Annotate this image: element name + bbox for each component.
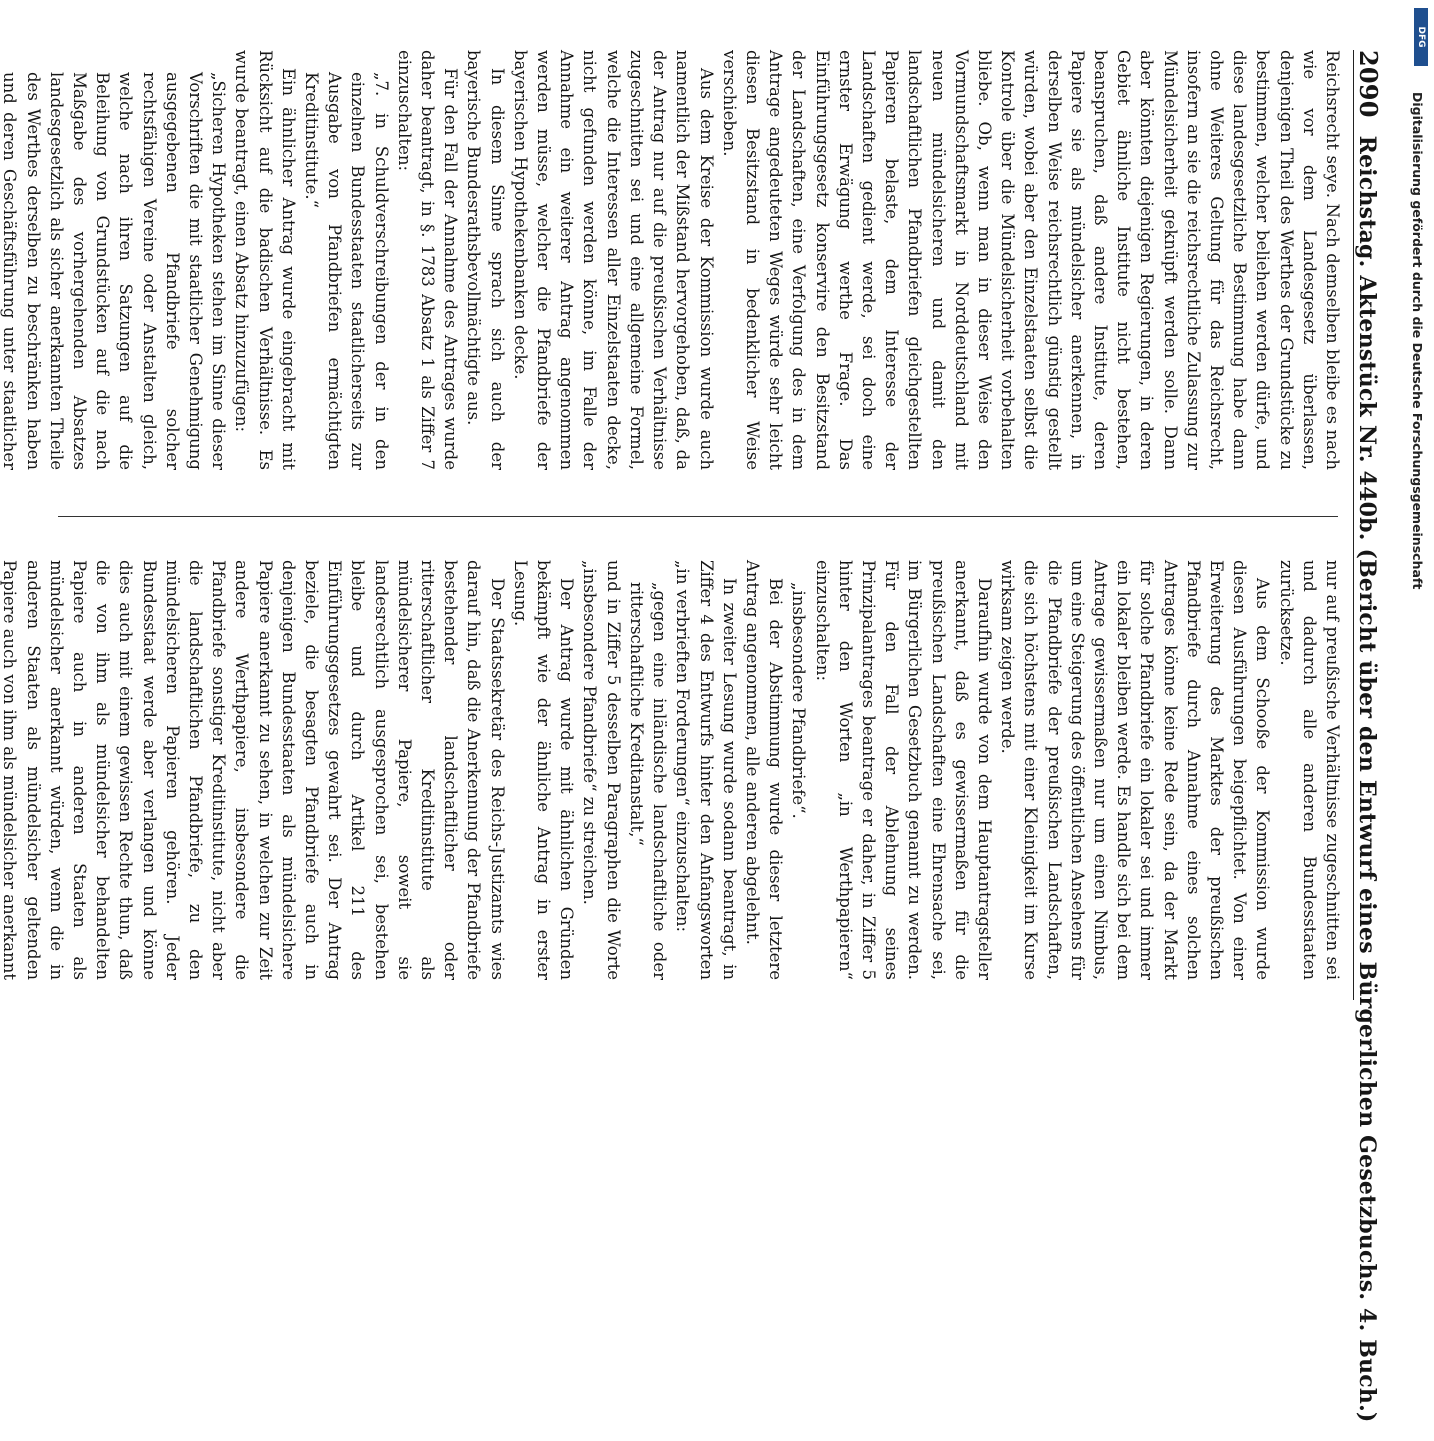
paragraph: In diesem Sinne sprach sich auch der bayerische Bundesrathsbevollmächtigte aus. — [464, 50, 507, 470]
paragraph: Für den Fall der Annahme des Antrages wurde daher beantragt, in §. 1783 Absatz 1 als Ziffer 7 einzuschalten: — [394, 50, 461, 470]
paragraph: Ein ähnlicher Antrag wurde eingebracht mit Rücksicht auf die badischen Verhältnisse. Es wurde beantragt, einen Absatz hinzuzufügen: — [232, 50, 298, 470]
quoted-amendment: „gegen eine inländische landschaftliche oder ritterschaftliche Kreditanstalt,“ — [626, 582, 670, 980]
dfg-logo-label: DFG — [1416, 26, 1426, 48]
paragraph: Reichsrecht seye. Nach demselben bleibe es nach wie vor dem Landesgesetz überlassen, denjenigen Theil des Werthes der Grundstücke zu bestimmen, welcher beliehen werden dürfe, und diese landesgesetzliche Bestimmung habe dann ohne Weiteres Geltung für das Reichsrecht, insofern an sie die reichsrechtliche Zulassung zur Mündelsicherheit geknüpft werden solle. Dann aber könnten diejenigen Regierungen, in deren Gebiet ähnliche Institute nicht bestehen, beanspruchen, daß andere Institute, deren Papiere sie als mündelsicher anerkennen, in derselben Weise reichsrechtlich günstig gestellt würden, wobei aber den Einzelstaaten selbst die Kontrole über die Mündelsicherheit vorbehalten bliebe. Ob, wenn man in dieser Weise den Vormundschaftsmarkt in Norddeutschland mit neuen mündelsicheren und damit den landschaftlichen Pfandbriefen gleichgestellten Papieren belaste, dem Interesse der Landschaften gedient werde, sei doch eine ernster Erwägung werthe Frage. Das Einführungsgesetz konservire den Besitzstand der Landschaften, eine Verfolgung des in dem Antrage angedeuteten Weges würde sehr leicht diesen Besitzstand in bedenklicher Weise verschieben. — [719, 50, 1342, 470]
paragraph: Der Antrag wurde mit ähnlichen Gründen bekämpft wie der ähnliche Antrag in erster Lesung. — [510, 560, 577, 980]
page-title: Reichstag. Aktenstück Nr. 440b. (Bericht über den Entwurf eines Bürgerlichen Gesetzbuchs. 4. Buch.) — [1354, 135, 1380, 1423]
paragraph: Aus dem Schooße der Kommission wurde diesen Ausführungen beigepflichtet. Von einer Erweiterung des Marktes der preußischen Pfandbriefe durch Annahme eines solchen Antrages könne keine Rede sein, da der Markt für solche Pfandbriefe ein lokaler sei und immer ein lokaler bleiben werde. Es handle sich bei dem Antrage gewissermaßen nur um einen Nimbus, um eine Steigerung des öffentlichen Ansehens für die Pfandbriefe der preußischen Landschaften, die sich höchstens mit einer Kleinigkeit im Kurse wirksam zeigen werde. — [998, 560, 1273, 980]
quoted-amendment: „insbesondere Pfandbriefe“. — [789, 582, 809, 819]
quoted-amendment: „7. in Schuldverschreibungen der in den einzelnen Bundesstaaten staatlicherseits zur Ausgabe von Pfandbriefen ermächtigten Kreditinstitute.“ — [302, 72, 391, 470]
paragraph: Daraufhin wurde von dem Hauptantragsteller anerkannt, daß es gewissermaßen für die preußischen Landschaften eine Ehrensache sei, im Bürgerlichen Gesetzbuch genannt zu werden. Für den Fall der Ablehnung seines Prinzipalantrages beantrage er daher, in Ziffer 5 hinter den Worten „in Werthpapieren“ einzuschalten: — [812, 560, 994, 980]
paragraph: Bei der Abstimmung wurde dieser letztere Antrag angenommen, alle anderen abgelehnt. — [742, 560, 786, 980]
column-divider — [58, 516, 1338, 517]
paragraph: nur auf preußische Verhältnisse zugeschnitten sei und dadurch alle anderen Bundesstaaten zurücksetze. — [1276, 560, 1342, 980]
paragraph: Der Staatssekretär des Reichs-Justizamts wies darauf hin, daß die Anerkennung der Pfandbriefe bestehender landschaftlicher oder ritterschaftlicher Kreditinstitute als mündelsicherer Papiere, soweit sie landesrechtlich ausgesprochen sei, bestehen bleibe und durch Artikel 211 des Einführungsgesetzes gewahrt sei. Der Antrag beziele, die besagten Pfandbriefe auch in denjenigen Bundesstaaten als mündelsichere Papiere anerkannt zu sehen, in welchen zur Zeit andere Werthpapiere, insbesondere die Pfandbriefe sonstiger Kreditinstitute, nicht aber die landschaftlichen Pfandbriefe, zu den mündelsicheren Papieren gehören. Jeder Bundesstaat werde aber verlangen und könne dies auch mit einem gewissen Rechte thun, daß die von ihm als mündelsicher behandelten Papiere auch in anderen Staaten als mündelsicher anerkannt würden, wenn die in anderen Staaten als mündelsicher geltenden Papiere auch von ihm als mündelsicher anerkannt — [0, 560, 507, 980]
digitization-note-text: Digitalisierung gefördert durch die Deutsche Forschungsgemeinschaft — [1410, 92, 1425, 590]
right-column — [0, 560, 1344, 980]
page-header — [1353, 50, 1390, 1423]
document-page — [0, 40, 1400, 1423]
left-column — [0, 50, 1344, 470]
digitization-note — [1406, 0, 1428, 1000]
paragraph: und in Ziffer 5 desselben Paragraphen die Worte „insbesondere Pfandbriefe“ zu streichen. — [580, 560, 623, 980]
quoted-amendment: „Sicheren Hypotheken stehen im Sinne dieser Vorschriften die mit staatlicher Genehmigung ausgegebenen Pfandbriefe solcher rechtsfähigen Vereine oder Anstalten gleich, welche nach ihren Satzungen auf die Beleihung von Grundstücken auf die nach Maßgabe des vorhergehenden Absatzes landesgesetzlich als sicher anerkannten Theile des Werthes derselben zu beschränken haben und deren Geschäftsführung unter staatlicher — [0, 72, 229, 470]
paragraph: Aus dem Kreise der Kommission wurde auch namentlich der Mißstand hervorgehoben, daß, da der Antrag nur auf die preußischen Verhältnisse zugeschnitten sei und eine allgemeine Formel, welche die Interessen aller Einzelstaaten decke, nicht gefunden werden könne, im Falle der Annahme ein weiterer Antrag angenommen werden müsse, welcher die Pfandbriefe der bayerischen Hypothekenbanken decke. — [510, 50, 716, 470]
paragraph: In zweiter Lesung wurde sodann beantragt, in Ziffer 4 des Entwurfs hinter den Anfangsworten „in verbrieften Forderungen“ einzuschalten: — [673, 560, 739, 980]
page-number: 2090 — [1354, 50, 1383, 118]
